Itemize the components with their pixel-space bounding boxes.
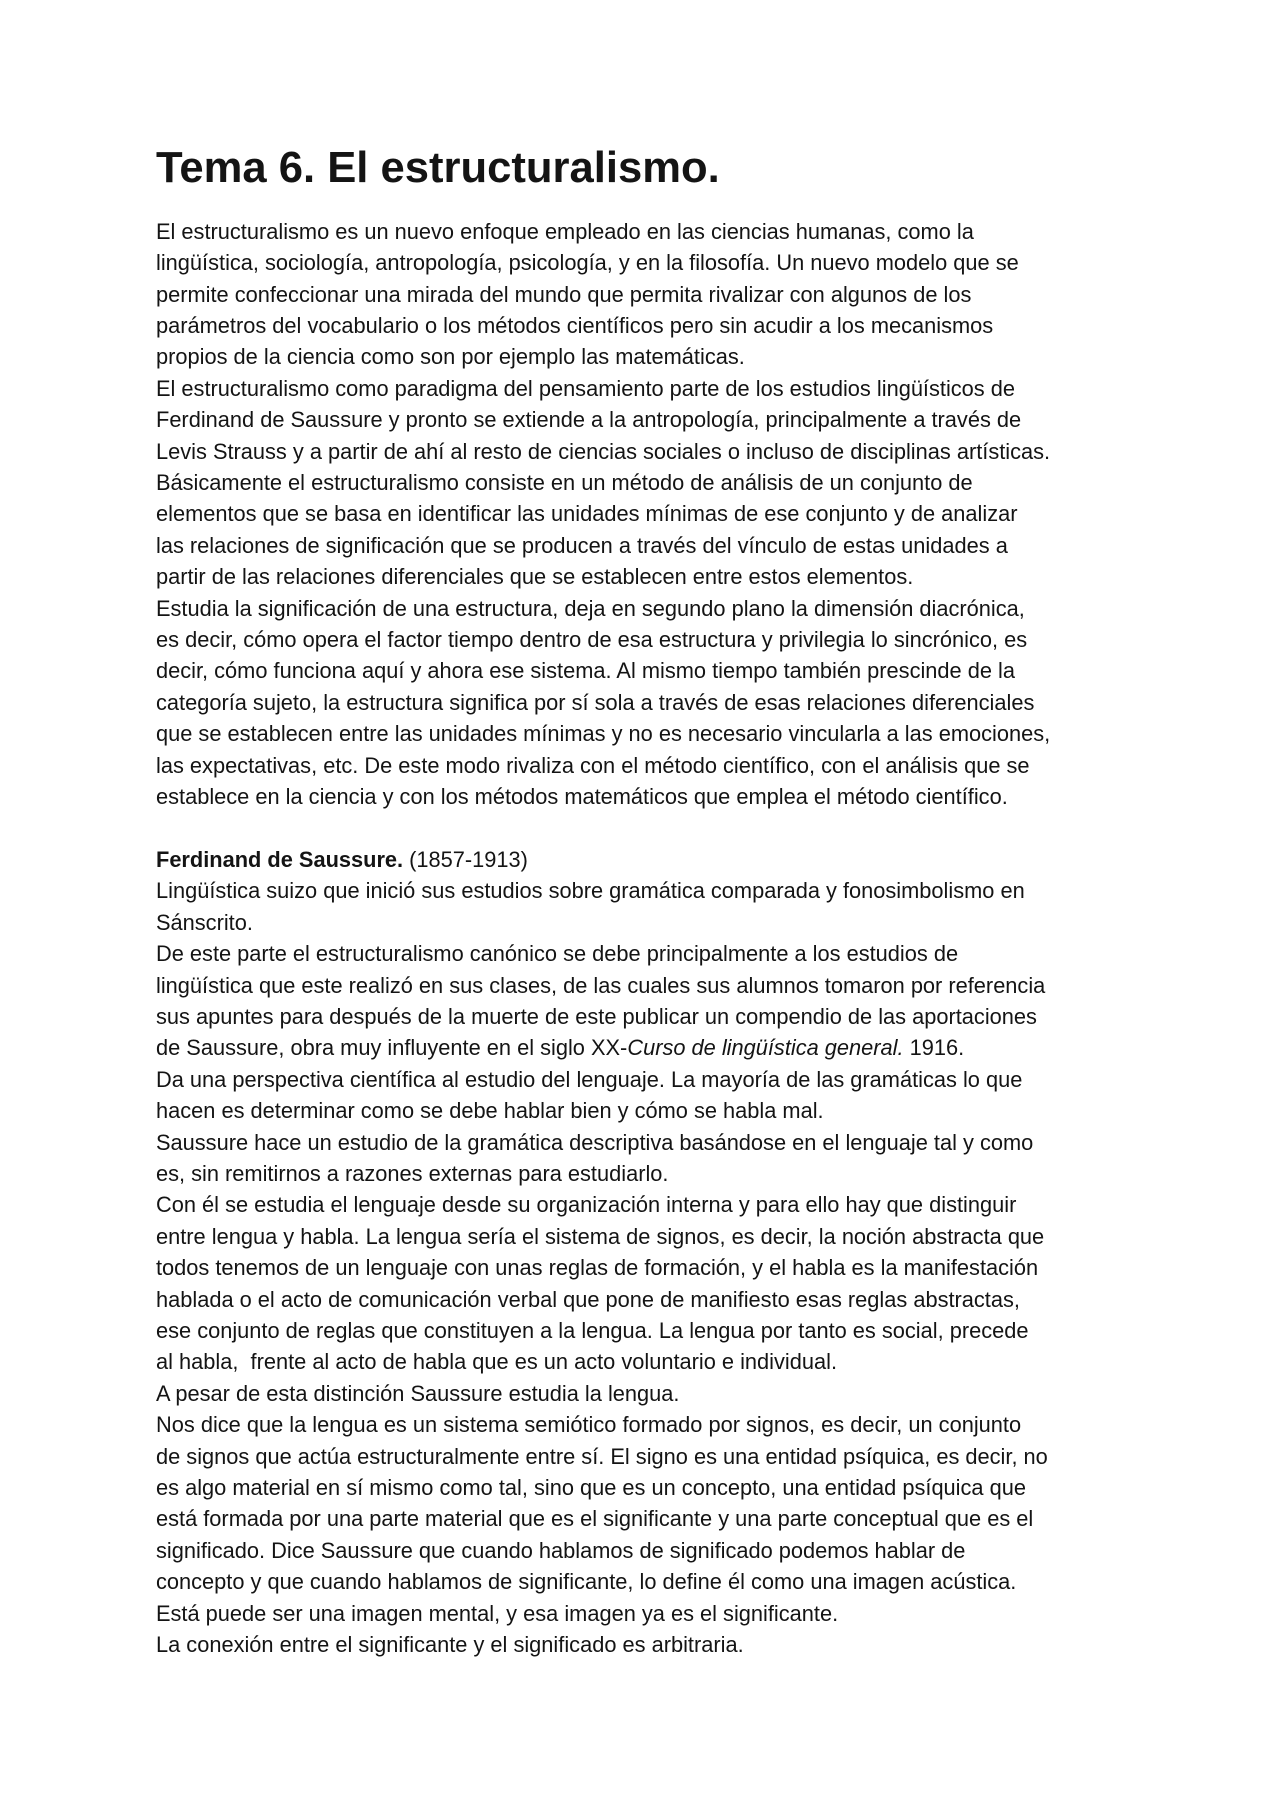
text-line: establece en la ciencia y con los métodos matemáticos que emplea el método científico. [156,784,1008,810]
saussure-paragraph-1 [156,875,1156,938]
page-title: Tema 6. El estructuralismo. [156,144,720,192]
text-line: propios de la ciencia como son por ejemplo las matemáticas. [156,344,745,370]
text-fragment: de Saussure, obra muy influyente en el siglo XX- [156,1035,628,1061]
text-line: ese conjunto de reglas que constituyen a la lengua. La lengua por tanto es social, precede [156,1317,1029,1343]
saussure-paragraph-6 [156,1378,1156,1409]
text-line: decir, cómo funciona aquí y ahora ese sistema. Al mismo tiempo también prescinde de la [156,658,1015,684]
blank-line [156,813,1156,844]
saussure-paragraph-4 [156,1127,1156,1190]
saussure-heading [156,844,1156,875]
text-line: Levis Strauss y a partir de ahí al resto de ciencias sociales o incluso de disciplinas artísticas. [156,438,1051,464]
book-title: Curso de lingüística general. [627,1035,904,1061]
text-line: Ferdinand de Saussure y pronto se extiende a la antropología, principalmente a través de [156,407,1022,433]
intro-paragraph-2 [156,373,1156,467]
text-line: A pesar de esta distinción Saussure estudia la lengua. [156,1380,680,1406]
text-line: partir de las relaciones diferenciales que se establecen entre estos elementos. [156,564,914,590]
text-fragment: 1916. [903,1035,965,1061]
text-line: elementos que se basa en identificar las unidades mínimas de ese conjunto y de analizar [156,501,1018,527]
text-line: concepto y que cuando hablamos de significante, lo define él como una imagen acústica. [156,1569,1017,1595]
text-line: Sánscrito. [156,909,253,935]
saussure-paragraph-2 [156,938,1156,1064]
text-line: las relaciones de significación que se producen a través del vínculo de estas unidades a [156,532,1008,558]
text-line: al habla, frente al acto de habla que es un acto voluntario e individual. [156,1349,838,1375]
text-line: Está puede ser una imagen mental, y esa imagen ya es el significante. [156,1600,839,1626]
text-line: lingüística, sociología, antropología, psicología, y en la filosofía. Un nuevo modelo que se [156,250,1019,276]
text-line: hablada o el acto de comunicación verbal que pone de manifiesto esas reglas abstractas, [156,1286,1020,1312]
text-line: Da una perspectiva científica al estudio del lenguaje. La mayoría de las gramáticas lo que [156,1066,1023,1092]
intro-paragraph-1 [156,216,1156,373]
section-years: (1857-1913) [403,846,528,872]
document-page [156,144,1156,1660]
text-line: lingüística que este realizó en sus clases, de las cuales sus alumnos tomaron por referencia [156,972,1046,998]
saussure-paragraph-5 [156,1189,1156,1377]
saussure-paragraph-3 [156,1064,1156,1127]
saussure-paragraph-7 [156,1409,1156,1629]
text-line [156,1035,964,1060]
text-line: Nos dice que la lengua es un sistema semiótico formado por signos, es decir, un conjunto [156,1412,1022,1438]
intro-paragraph-3 [156,467,1156,593]
section-heading: Ferdinand de Saussure. [156,846,404,872]
intro-paragraph-4 [156,593,1156,813]
text-line: Con él se estudia el lenguaje desde su organización interna y para ello hay que distinguir [156,1192,1017,1218]
text-line: sus apuntes para después de la muerte de este publicar un compendio de las aportaciones [156,1003,1037,1029]
text-line: es, sin remitirnos a razones externas para estudiarlo. [156,1160,669,1186]
text-line: De este parte el estructuralismo canónico se debe principalmente a los estudios de [156,941,959,967]
text-line: de signos que actúa estructuralmente entre sí. El signo es una entidad psíquica, es decir, no [156,1443,1048,1469]
text-line: que se establecen entre las unidades mínimas y no es necesario vincularla a las emociones, [156,721,1051,747]
text-line: parámetros del vocabulario o los métodos científicos pero sin acudir a los mecanismos [156,313,994,338]
text-line: Básicamente el estructuralismo consiste en un método de análisis de un conjunto de [156,470,973,496]
text-line: significado. Dice Saussure que cuando hablamos de significado podemos hablar de [156,1537,966,1563]
text-line: Lingüística suizo que inició sus estudios sobre gramática comparada y fonosimbolismo en [156,878,1025,904]
text-line: El estructuralismo como paradigma del pensamiento parte de los estudios lingüísticos de [156,375,1016,401]
text-line: es algo material en sí mismo como tal, sino que es un concepto, una entidad psíquica que [156,1475,1026,1501]
text-line: Saussure hace un estudio de la gramática descriptiva basándose en el lenguaje tal y como [156,1129,1034,1155]
text-line: permite confeccionar una mirada del mundo que permita rivalizar con algunos de los [156,281,972,307]
text-line: hacen es determinar como se debe hablar bien y cómo se habla mal. [156,1098,824,1124]
text-line: entre lengua y habla. La lengua sería el sistema de signos, es decir, la noción abstracta que [156,1223,1045,1249]
text-line: está formada por una parte material que es el significante y una parte conceptual que es el [156,1506,1034,1532]
text-line: El estructuralismo es un nuevo enfoque empleado en las ciencias humanas, como la [156,218,974,244]
text-line: es decir, cómo opera el factor tiempo dentro de esa estructura y privilegia lo sincrónico, es [156,627,1028,653]
text-line: categoría sujeto, la estructura significa por sí sola a través de esas relaciones diferenciales [156,689,1035,715]
text-line: las expectativas, etc. De este modo rivaliza con el método científico, con el análisis que se [156,752,1030,778]
text-line: todos tenemos de un lenguaje con unas reglas de formación, y el habla es la manifestación [156,1255,1039,1281]
saussure-paragraph-8 [156,1629,1156,1660]
text-line: Estudia la significación de una estructura, deja en segundo plano la dimensión diacrónica, [156,595,1025,621]
text-line: La conexión entre el significante y el significado es arbitraria. [156,1632,744,1658]
